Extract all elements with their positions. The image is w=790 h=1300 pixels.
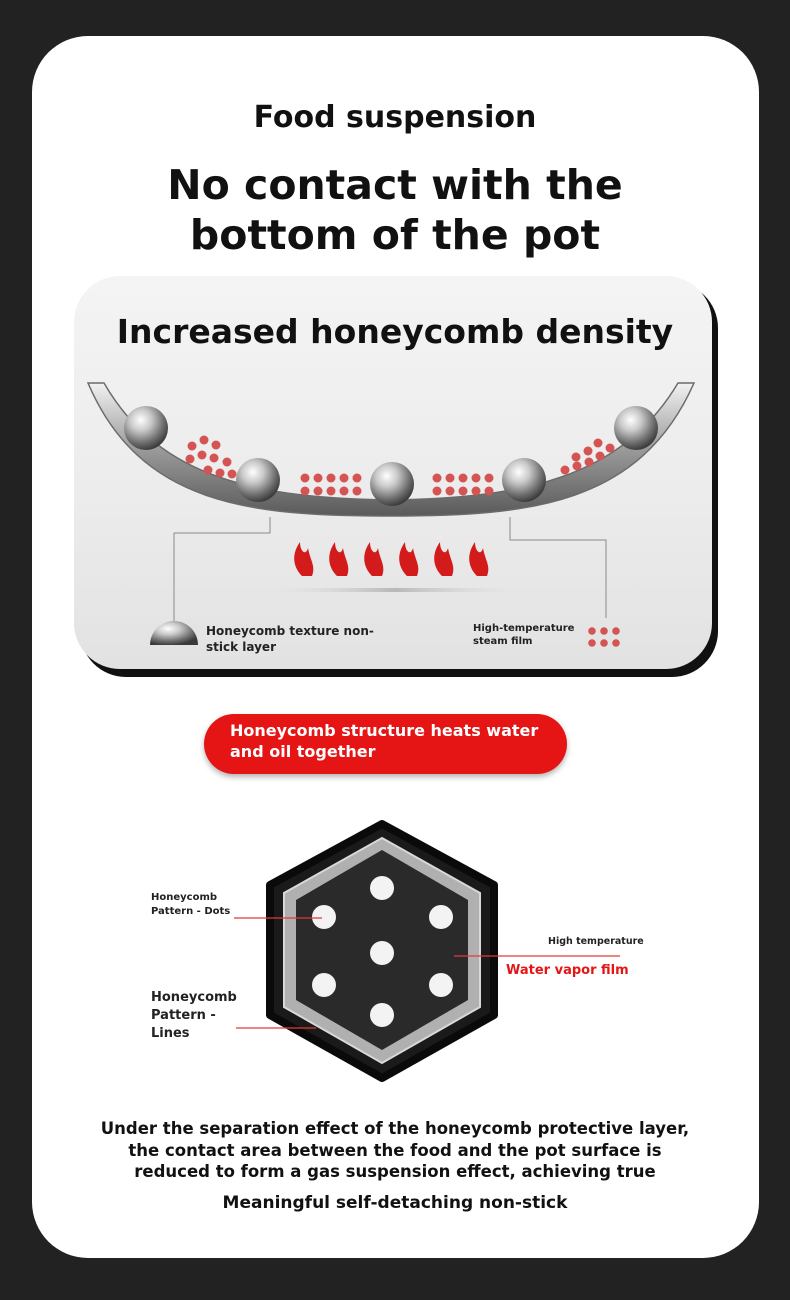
ball-legend-icon: [150, 621, 198, 645]
title-line-2: bottom of the pot: [189, 211, 601, 259]
label-lines-line-1: Honeycomb: [151, 990, 237, 1005]
legend-ball-label: [206, 623, 374, 655]
legend-steam-label: [473, 622, 574, 648]
description-line-2: the contact area between the food and the pot surface is: [128, 1140, 662, 1160]
pill-line-2: and oil together: [230, 742, 376, 761]
legend-ball-line-2: stick layer: [206, 640, 276, 654]
title-line-1: No contact with the: [167, 161, 623, 209]
label-lines-line-2: Pattern -: [151, 1008, 216, 1023]
highlight-pill-text: [230, 720, 560, 762]
panel-title: Increased honeycomb density: [116, 312, 674, 351]
description-text: [0, 1118, 790, 1183]
burner: [260, 588, 530, 592]
flame-icons: [294, 542, 488, 576]
pill-line-1: Honeycomb structure heats water: [230, 721, 539, 740]
callout-lines: [174, 517, 606, 628]
legend-steam-line-1: High-temperature: [473, 623, 575, 634]
description-line-1: Under the separation effect of the honeycomb protective layer,: [100, 1119, 690, 1138]
steam-legend-icon: [588, 627, 620, 647]
label-pattern-lines: [151, 989, 237, 1043]
label-pattern-dots: [151, 891, 230, 919]
label-water-vapor-film: Water vapor film: [506, 963, 629, 978]
hexagon-diagram: [234, 824, 620, 1078]
description-line-3: reduced to form a gas suspension effect, achieving true: [134, 1162, 656, 1181]
label-high-temperature: High temperature: [548, 936, 644, 947]
tagline: Meaningful self-detaching non-stick: [222, 1193, 568, 1213]
subtitle: Food suspension: [253, 100, 537, 135]
label-dots-line-2: Pattern - Dots: [151, 906, 231, 917]
label-dots-line-1: Honeycomb: [151, 892, 218, 903]
label-lines-line-3: Lines: [151, 1026, 190, 1041]
legend-ball-line-1: Honeycomb texture non-: [206, 624, 374, 638]
legend-steam-line-2: steam film: [473, 636, 533, 647]
